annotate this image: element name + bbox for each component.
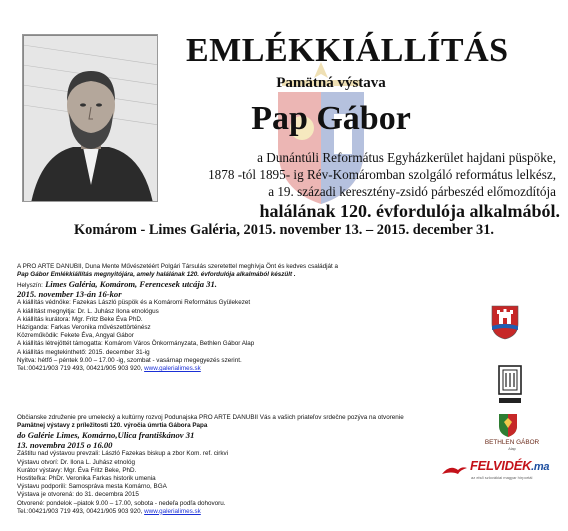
felvidek-bird-icon — [440, 462, 468, 478]
curator-text: A kiállítás kurátora: Mgr. Fritz Beke Éva PhD. — [17, 315, 143, 323]
description-line: a 19. századi keresztény-zsidó párbeszéd előmozdítója — [268, 184, 556, 199]
place-line — [17, 279, 477, 289]
intro-text: A PRO ARTE DANUBII, Duna Mente Művészetéért Polgári Társulás szeretettel meghívja Önt és kedves családját a — [17, 263, 339, 270]
bethlen-name: BETHLEN GÁBOR — [484, 439, 540, 446]
intro-text: Občianske združenie pre umelecký a kultúrny rozvoj Podunajska PRO ARTE DANUBII Vás a vašich priateľov srdečne pozýva na otvorenie — [17, 414, 404, 421]
anniversary-heading: halálának 120. évfordulója alkalmából. — [259, 201, 560, 221]
slovak-invitation — [17, 414, 477, 516]
support-text: A kiállítás létrejöttét támogatta: Komárom Város Önkormányzata, Bethlen Gábor Alap — [17, 340, 255, 348]
place-value: do Galérie Limes, Komárno,Ulica františkánov 31 — [17, 430, 195, 441]
host-text: Hostiteľka: PhDr. Veronika Farkas historik umenia — [17, 474, 156, 482]
description-line: a Dunántúli Református Egyházkerület hajdani püspöke, — [257, 150, 556, 165]
website-link[interactable]: www.galerialimes.sk — [144, 507, 201, 515]
bethlen-shield-icon — [498, 412, 518, 438]
felvidek-suffix: .ma — [531, 461, 550, 473]
support-text: Výstavu podporili: Samospráva mesta Komárno, BGA — [17, 483, 167, 491]
patron-text: Záštitu nad výstavou prevzali: László Fazekas biskup a zbor Kom. ref. cirkvi — [17, 450, 229, 458]
opener-text: A kiállítást megnyitja: Dr. L. Juhász Ilona etnológus — [17, 307, 159, 315]
name-title: Pap Gábor — [251, 100, 411, 137]
opener-text: Výstavu otvorí: Dr. Ilona L. Juhász etnológ — [17, 458, 135, 466]
datetime: 2015. november 13-án 16-kor — [17, 289, 122, 300]
felvidek-tagline: az első szlovákiai magyar hírportál — [471, 475, 533, 480]
main-title: EMLÉKKIÁLLÍTÁS — [186, 32, 509, 69]
patron-text: A kiállítás védnöke: Fazekas László püspök és a Komáromi Református Gyülekezet — [17, 299, 251, 307]
subtitle: Pamätná výstava — [276, 75, 386, 91]
description-line: 1878 -tól 1895- ig Rév-Komáromban szolgáló református lelkész, — [208, 167, 556, 182]
contributor-text: Közreműködik: Fekete Éva, Angyal Gábor — [17, 332, 134, 340]
hours-text: Nyitva: hétfő – péntek 9.00 – 17.00 -ig, szombat - vasárnap megegyezés szerint. — [17, 356, 242, 364]
limes-gallery-icon — [497, 364, 525, 406]
felvidek-name: FELVIDÉK — [470, 458, 532, 473]
curator-text: Kurátor výstavy: Mgr. Éva Fritz Beke, PhD. — [17, 466, 137, 474]
website-link[interactable]: www.galerialimes.sk — [144, 364, 201, 372]
bethlen-sub: Alap — [508, 447, 516, 451]
viewable-text: A kiállítás megtekinthető: 2015. december 31-ig — [17, 348, 150, 356]
contact-line — [17, 365, 477, 373]
phone-text: Tel.:00421/903 719 493, 00421/905 903 920, — [17, 507, 143, 515]
intro-text: Pamätnej výstavy z príležitosti 120. výročia úmrtia Gábora Papa — [17, 422, 208, 430]
contact-line — [17, 508, 477, 516]
datetime: 13. novembra 2015 o 16.00 — [17, 440, 113, 451]
intro-text: Pap Gábor Emlékkiállítás megnyitójára, amely halálának 120. évfordulója alkalmából készült . — [17, 271, 296, 279]
place-value: Limes Galéria, Komárom, Ferencesek utcája 31. — [45, 279, 217, 290]
host-text: Háziganda: Farkas Veronika művészettörténész — [17, 323, 151, 331]
phone-text: Tel.:00421/903 719 493, 00421/905 903 920, — [17, 364, 143, 372]
venue-heading: Komárom - Limes Galéria, 2015. november 13. – 2015. december 31. — [73, 222, 495, 238]
felvidek-logo[interactable] — [470, 458, 549, 473]
hungarian-invitation — [17, 263, 477, 373]
open-until-text: Výstava je otvorená: do 31. decembra 2015 — [17, 491, 139, 499]
portrait-image — [22, 34, 158, 202]
hours-text: Otvorené: pondelok –piatok 9.00 – 17.00, sobota - nedeľa podľa dohovoru. — [17, 499, 226, 507]
place-label: Helyszín: — [17, 282, 43, 290]
bethlen-logo-text — [482, 439, 542, 453]
komarom-city-crest-icon — [490, 304, 520, 340]
